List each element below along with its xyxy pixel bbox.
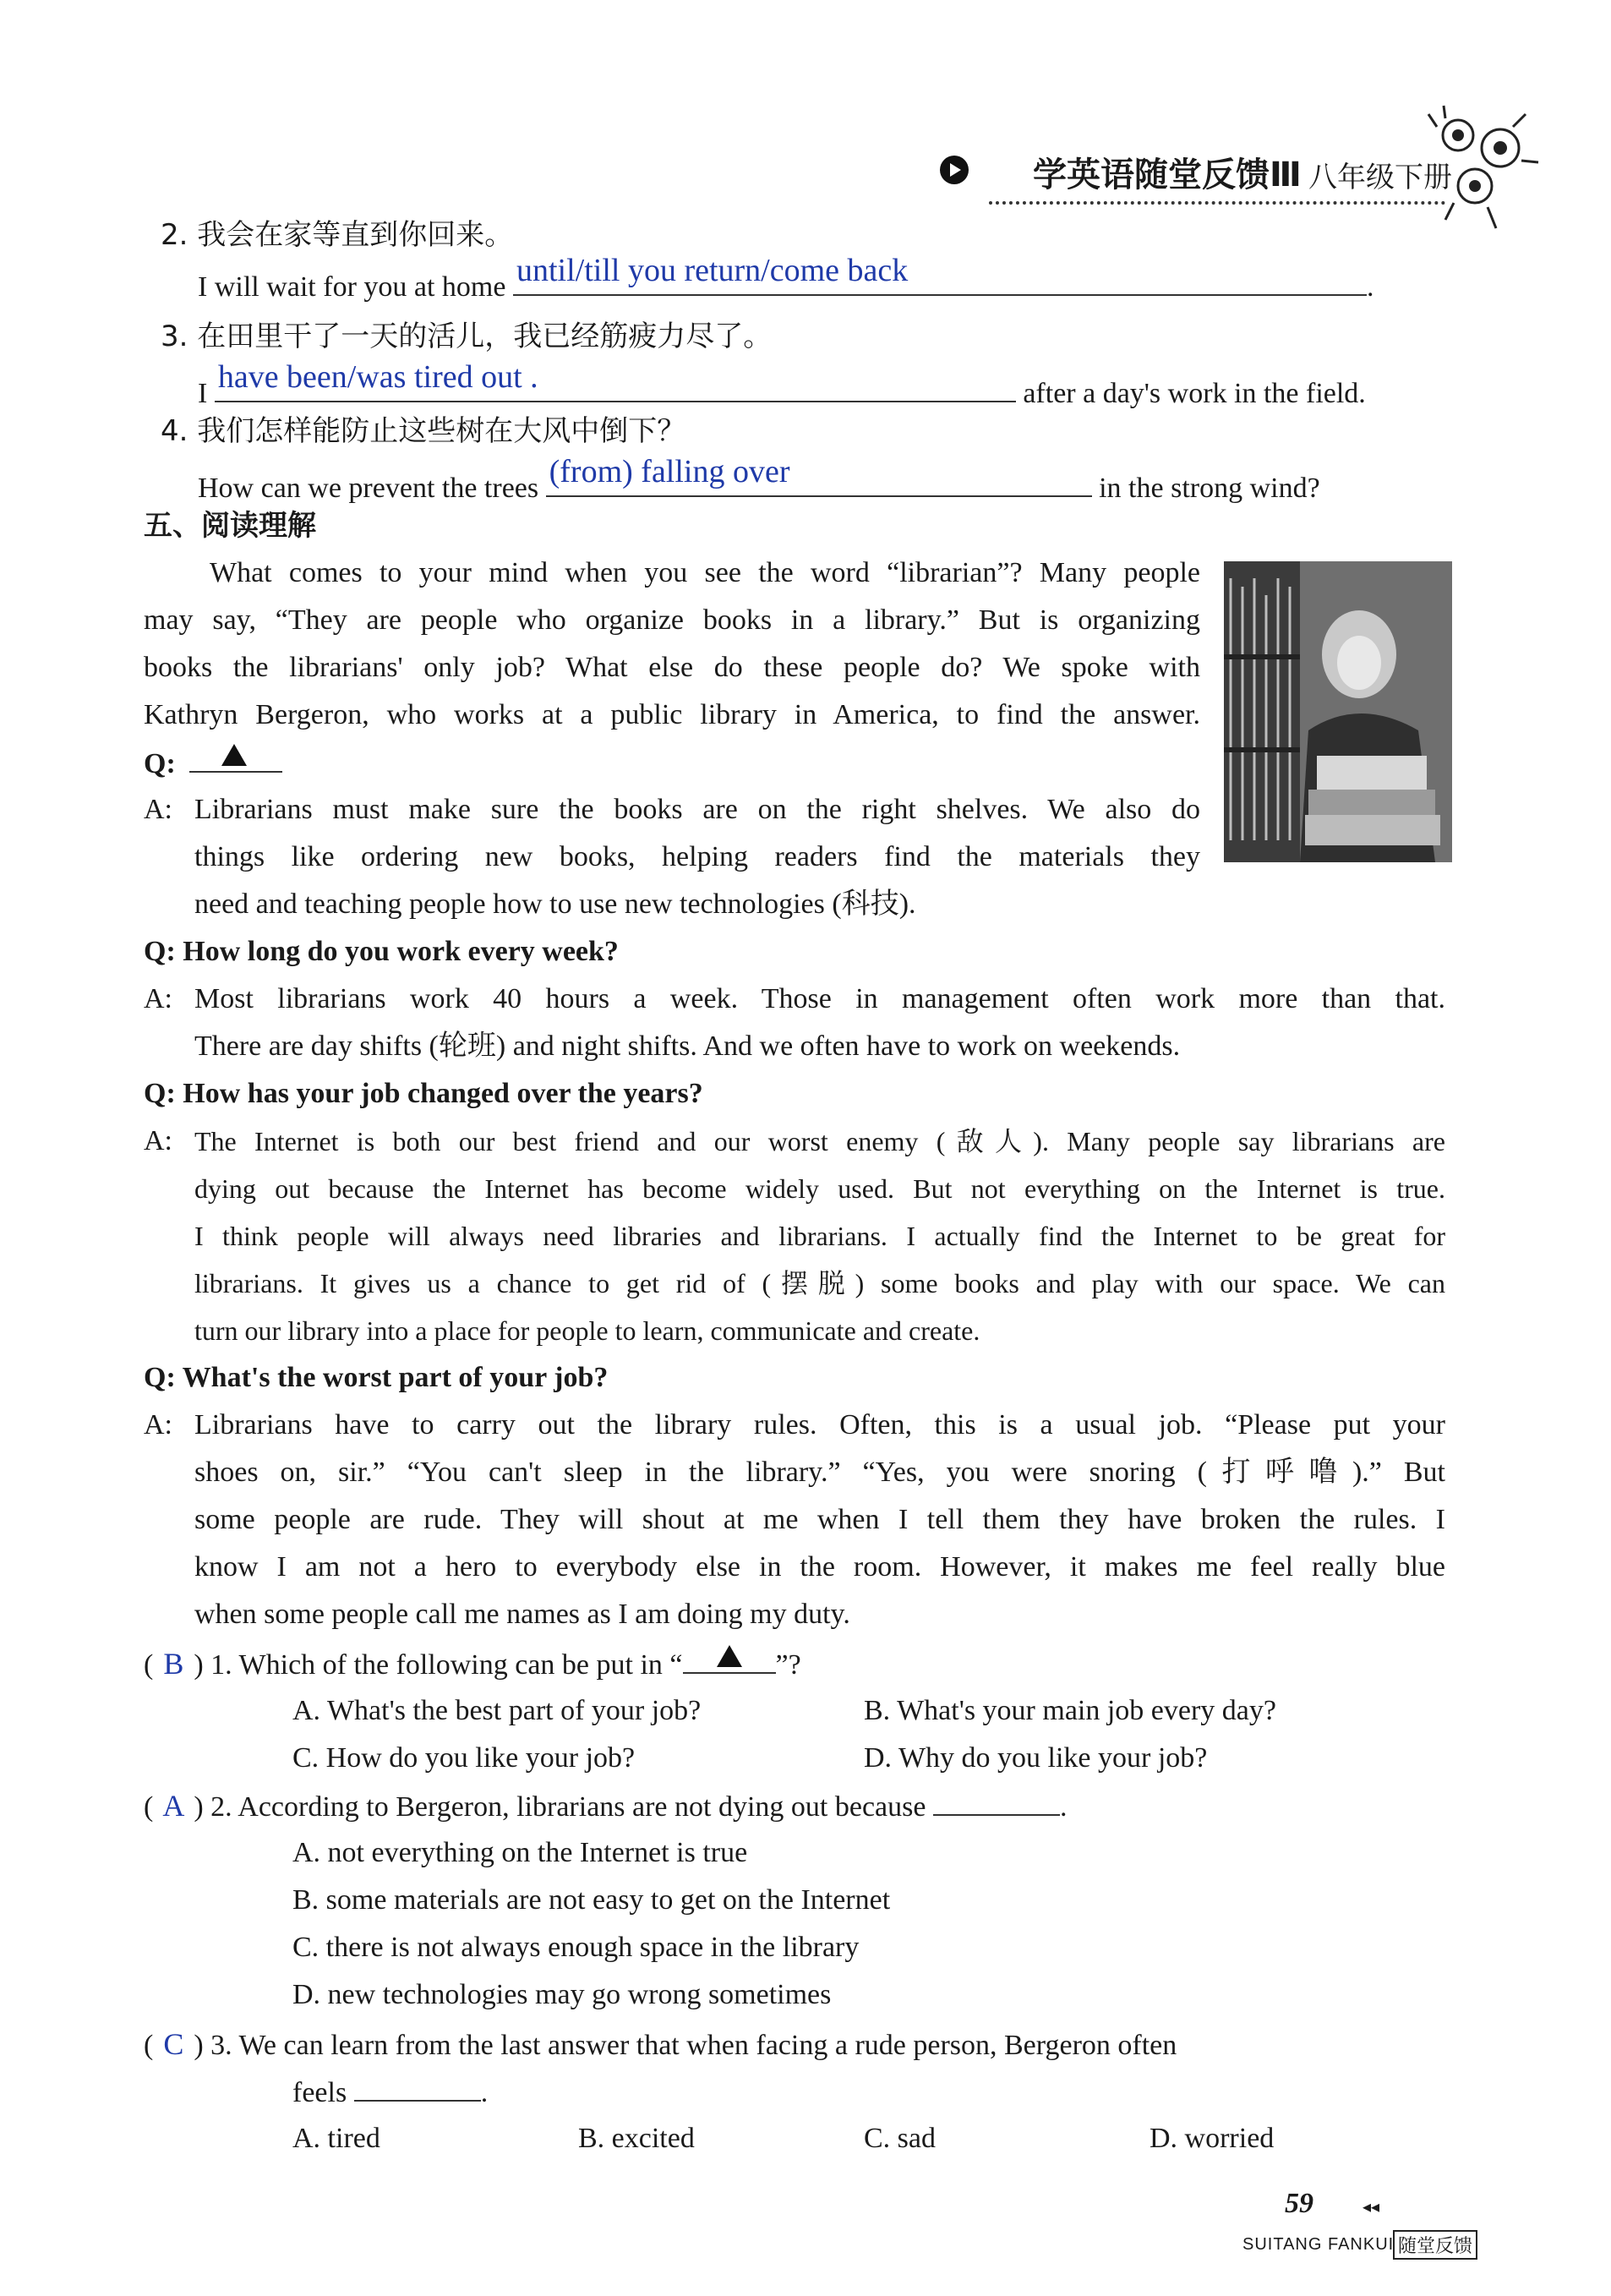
question-1-option-b[interactable]: B. What's your main job every day?: [864, 1695, 1276, 1726]
librarian-photo: [1224, 561, 1452, 862]
question-1-answer[interactable]: B: [163, 1647, 184, 1681]
qa4-answer-label: A:: [144, 1409, 172, 1440]
qa3-answer-line-5: turn our library into a place for people to learn, communicate and create.: [194, 1315, 980, 1346]
qa3-answer-line-4: librarians. It gives us a chance to get rid of (摆脱) some books and play with our space. We can: [194, 1268, 1445, 1298]
footer-brand-zh: 随堂反馈: [1393, 2230, 1477, 2260]
translation-q3-sentence: I have been/was tired out . after a day's work in the field.: [198, 367, 1366, 416]
translation-q4-prompt: 4. 我们怎样能防止这些树在大风中倒下？: [161, 414, 686, 448]
section-title: 五、阅读理解: [144, 509, 316, 543]
question-3-option-a[interactable]: A. tired: [292, 2123, 380, 2154]
passage-intro-line-4: Kathryn Bergeron, who works at a public library in America, to find the answer.: [144, 699, 1200, 730]
question-2-option-c[interactable]: C. there is not always enough space in the library: [292, 1932, 860, 1963]
translation-q4-blank[interactable]: [546, 454, 1092, 497]
question-3-option-d[interactable]: D. worried: [1150, 2123, 1275, 2154]
question-3-stem-cont: feels .: [292, 2069, 488, 2115]
triangle-marker-icon: [717, 1645, 742, 1667]
qa1-answer-line-3: need and teaching people how to use new technologies (科技).: [194, 888, 916, 920]
header-subtitle: 八年级下册: [1308, 161, 1452, 194]
qa2-answer-line-1: Most librarians work 40 hours a week. Those in management often work more than that.: [194, 983, 1445, 1014]
header-title: 学英语随堂反馈Ⅲ: [1033, 156, 1302, 194]
qa3-answer-line-2: dying out because the Internet has become widely used. But not everything on the Internet is true.: [194, 1173, 1445, 1204]
question-1-stem: ( B ) 1. Which of the following can be put in “ ”?: [144, 1642, 801, 1687]
question-1-option-c[interactable]: C. How do you like your job?: [292, 1742, 636, 1774]
qa1-question: Q:: [144, 741, 282, 786]
qa4-answer-line-2: shoes on, sir.” “You can't sleep in the library.” “Yes, you were snoring (打呼噜).” But: [194, 1457, 1445, 1488]
qa3-answer-label: A:: [144, 1125, 172, 1156]
qa1-answer-label: A:: [144, 794, 172, 825]
question-3-answer[interactable]: C: [163, 2027, 184, 2061]
header-play-icon: [940, 156, 969, 184]
question-2-option-a[interactable]: A. not everything on the Internet is true: [292, 1837, 748, 1868]
translation-q4-answer: (from) falling over: [549, 454, 790, 489]
translation-q2-blank[interactable]: [513, 253, 1367, 296]
translation-q3-prompt: 3. 在田里干了一天的活儿，我已经筋疲力尽了。: [161, 320, 773, 353]
question-2-option-d[interactable]: D. new technologies may go wrong sometimes: [292, 1979, 832, 2010]
qa4-question: Q: What's the worst part of your job?: [144, 1362, 609, 1393]
question-3-stem: ( C ) 3. We can learn from the last answer that when facing a rude person, Bergeron often: [144, 2022, 1177, 2068]
translation-q2-sentence: I will wait for you at home until/till you return/come back .: [198, 260, 1373, 309]
flower-decoration-icon: [1420, 101, 1547, 237]
qa2-answer-label: A:: [144, 983, 172, 1014]
qa4-answer-line-5: when some people call me names as I am doing my duty.: [194, 1599, 850, 1630]
question-2-option-b[interactable]: B. some materials are not easy to get on the Internet: [292, 1884, 891, 1916]
footer-brand-en: SUITANG FANKUI: [1242, 2235, 1395, 2254]
qa2-answer-line-2: There are day shifts (轮班) and night shifts. And we often have to work on weekends.: [194, 1030, 1181, 1062]
question-3-blank: [354, 2069, 481, 2102]
question-1-blank: [683, 1642, 776, 1674]
footer-arrows-icon: ◂◂: [1363, 2198, 1380, 2217]
triangle-marker-icon: [221, 744, 247, 766]
page-number: 59: [1285, 2188, 1313, 2219]
passage-intro-line-1: What comes to your mind when you see the word “librarian”? Many people: [210, 557, 1200, 588]
translation-q3-answer: have been/was tired out .: [217, 359, 538, 395]
question-2-stem: ( A ) 2. According to Bergeron, librarians are not dying out because .: [144, 1784, 1067, 1829]
question-3-option-b[interactable]: B. excited: [578, 2123, 695, 2154]
translation-q2-prompt: 2. 我会在家等直到你回来。: [161, 218, 514, 252]
qa4-answer-line-1: Librarians have to carry out the library rules. Often, this is a usual job. “Please put your: [194, 1409, 1445, 1440]
qa2-question: Q: How long do you work every week?: [144, 936, 619, 967]
qa3-answer-line-1: The Internet is both our best friend and our worst enemy (敌人). Many people say librarians are: [194, 1126, 1445, 1156]
question-1-option-d[interactable]: D. Why do you like your job?: [864, 1742, 1208, 1774]
qa4-answer-line-3: some people are rude. They will shout at me when I tell them they have broken the rules. I: [194, 1504, 1445, 1535]
question-2-blank: [933, 1784, 1060, 1816]
passage-intro-line-3: books the librarians' only job? What else do these people do? We spoke with: [144, 652, 1200, 683]
qa1-answer-line-1: Librarians must make sure the books are on the right shelves. We also do: [194, 794, 1200, 825]
qa4-answer-line-4: know I am not a hero to everybody else in the room. However, it makes me feel really blue: [194, 1551, 1445, 1583]
header-divider: [989, 201, 1445, 205]
translation-q2-answer: until/till you return/come back: [516, 253, 909, 288]
qa3-answer-line-3: I think people will always need libraries and librarians. I actually find the Internet to be great for: [194, 1221, 1445, 1251]
question-2-answer[interactable]: A: [162, 1789, 185, 1823]
question-3-option-c[interactable]: C. sad: [864, 2123, 936, 2154]
question-1-option-a[interactable]: A. What's the best part of your job?: [292, 1695, 702, 1726]
qa3-question: Q: How has your job changed over the years?: [144, 1078, 703, 1109]
qa1-answer-line-2: things like ordering new books, helping readers find the materials they: [194, 841, 1200, 872]
translation-q4-sentence: How can we prevent the trees (from) falling over in the strong wind?: [198, 462, 1320, 511]
qa1-question-blank[interactable]: [189, 741, 282, 773]
passage-intro-line-2: may say, “They are people who organize books in a library.” But is organizing: [144, 604, 1200, 636]
